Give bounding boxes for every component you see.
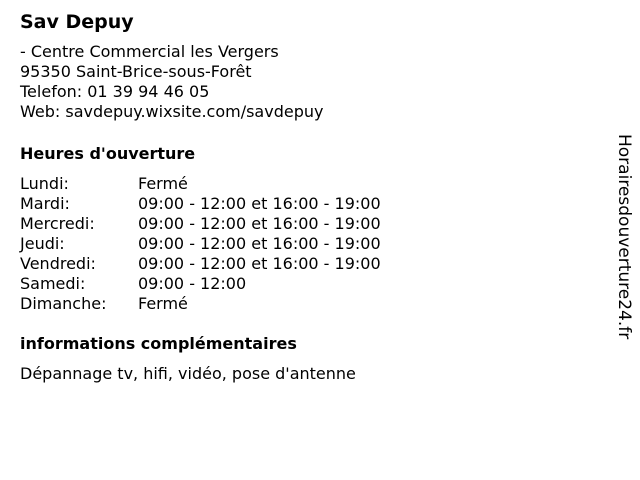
phone-line: Telefon: 01 39 94 46 05 <box>20 82 210 101</box>
hours-row <box>20 214 610 234</box>
hours-day: Lundi: <box>20 174 69 193</box>
web-line: Web: savdepuy.wixsite.com/savdepuy <box>20 102 324 121</box>
business-card <box>20 10 610 384</box>
hours-time: 09:00 - 12:00 et 16:00 - 19:00 <box>138 254 381 273</box>
hours-day: Mardi: <box>20 194 70 213</box>
hours-row <box>20 174 610 194</box>
hours-day: Mercredi: <box>20 214 95 233</box>
hours-day: Vendredi: <box>20 254 96 273</box>
address-block <box>20 42 610 122</box>
hours-time: Fermé <box>138 294 188 313</box>
hours-day: Samedi: <box>20 274 86 293</box>
hours-row <box>20 294 610 314</box>
hours-row <box>20 194 610 214</box>
hours-time: 09:00 - 12:00 et 16:00 - 19:00 <box>138 214 381 233</box>
address-line-1: - Centre Commercial les Vergers <box>20 42 279 61</box>
hours-table <box>20 174 610 314</box>
extra-info-title: informations complémentaires <box>20 334 297 353</box>
hours-title: Heures d'ouverture <box>20 144 196 163</box>
brand-watermark: Horairesdouverture24.fr <box>614 134 634 340</box>
hours-time: 09:00 - 12:00 <box>138 274 247 293</box>
hours-row <box>20 254 610 274</box>
hours-day: Dimanche: <box>20 294 107 313</box>
extra-info-text: Dépannage tv, hifi, vidéo, pose d'antenne <box>20 364 356 383</box>
hours-row <box>20 274 610 294</box>
business-name: Sav Depuy <box>20 11 134 33</box>
hours-time: 09:00 - 12:00 et 16:00 - 19:00 <box>138 194 381 213</box>
address-line-2: 95350 Saint-Brice-sous-Forêt <box>20 62 252 81</box>
hours-time: Fermé <box>138 174 188 193</box>
hours-time: 09:00 - 12:00 et 16:00 - 19:00 <box>138 234 381 253</box>
hours-day: Jeudi: <box>20 234 65 253</box>
hours-row <box>20 234 610 254</box>
